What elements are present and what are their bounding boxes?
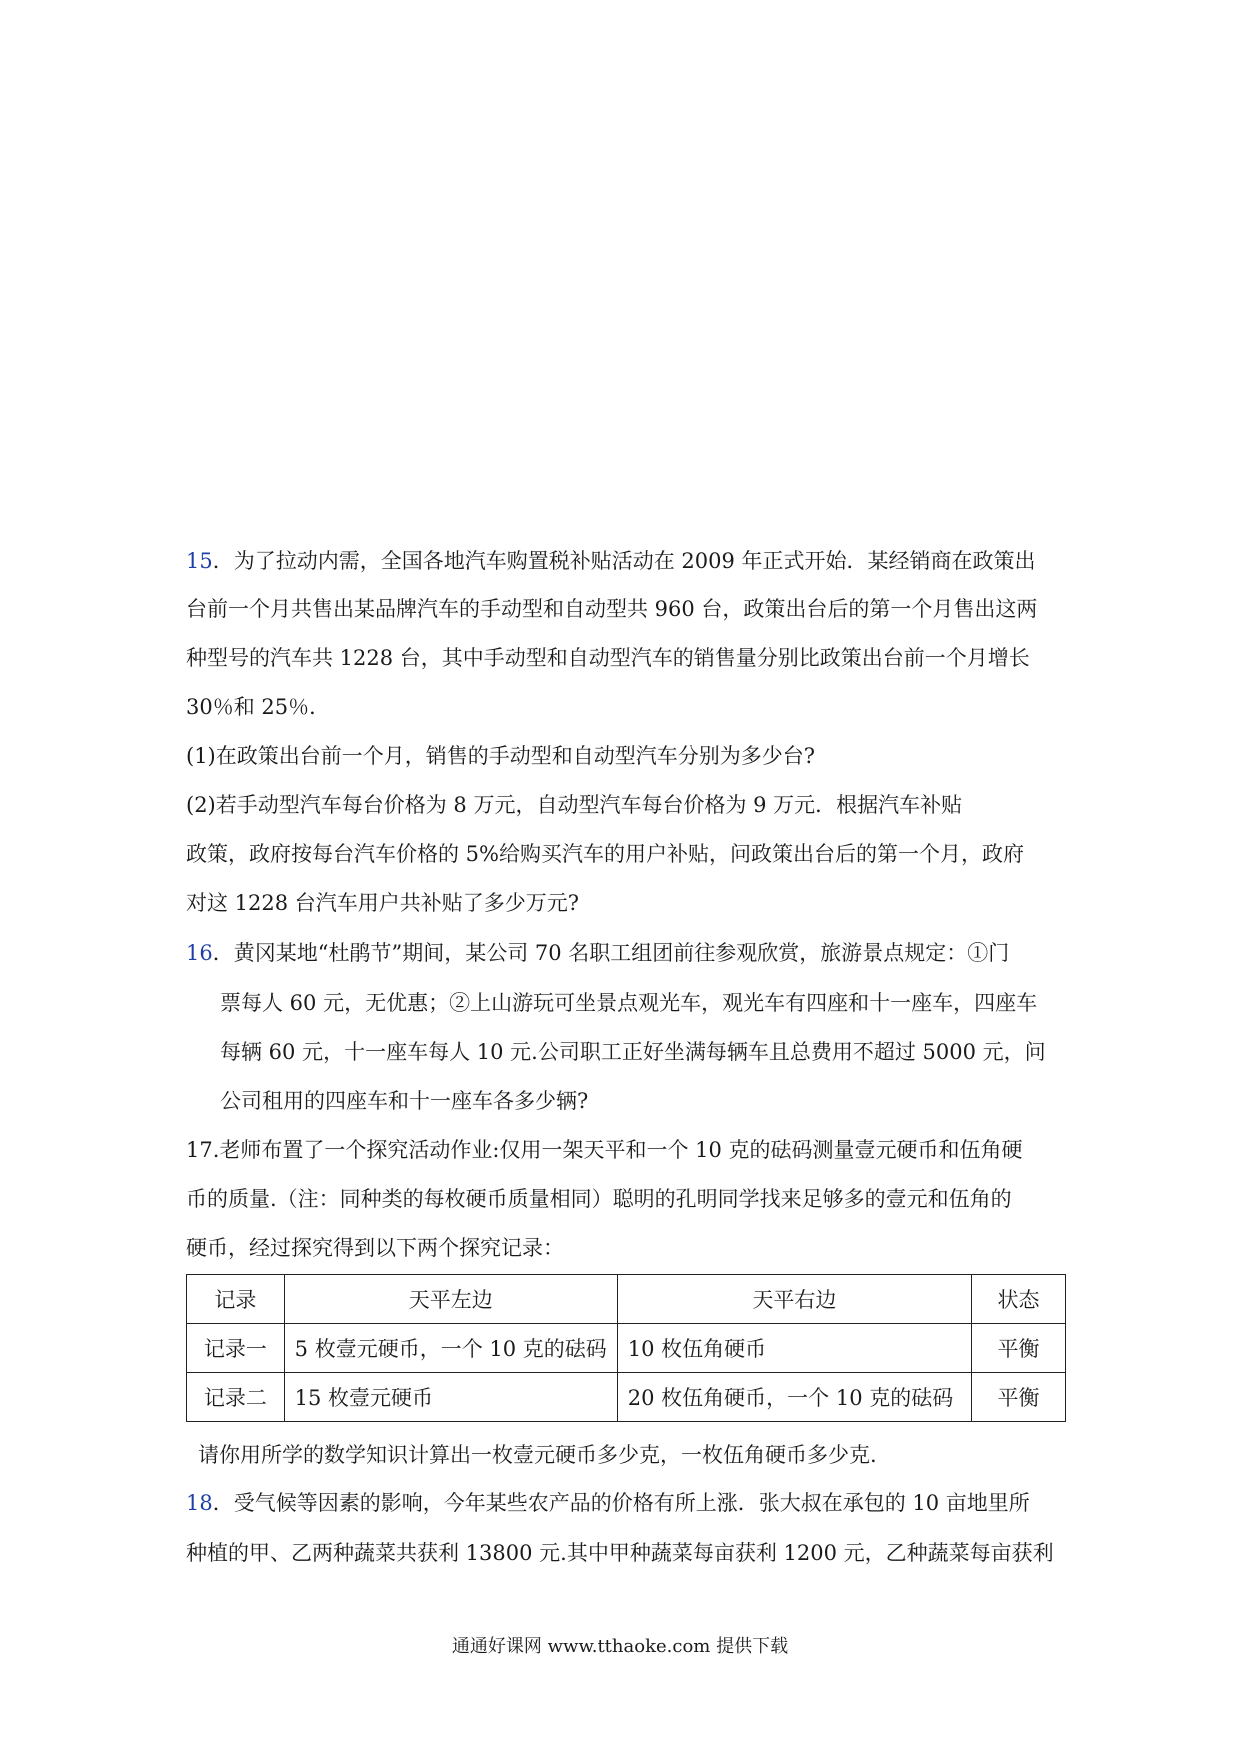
q15-part-1: (1)在政策出台前一个月，销售的手动型和自动型汽车分别为多少台? — [186, 744, 816, 768]
q15-line-3: 种型号的汽车共 1228 台，其中手动型和自动型汽车的销售量分别比政策出台前一个月增长 — [186, 646, 1030, 670]
q16-line-2: 票每人 60 元，无优惠；②上山游玩可坐景点观光车，观光车有四座和十一座车，四座车 — [220, 991, 1038, 1015]
q15-line-8: 对这 1228 台汽车用户共补贴了多少万元? — [186, 891, 580, 915]
q16-number: 16 — [186, 941, 213, 965]
table-cell: 5 枚壹元硬币，一个 10 克的砝码 — [284, 1324, 617, 1373]
q15-line-1: 15．为了拉动内需，全国各地汽车购置税补贴活动在 2009 年正式开始．某经销商在政策出 — [186, 549, 1036, 573]
table-header-cell: 天平右边 — [617, 1275, 971, 1324]
table-cell: 20 枚伍角硬币，一个 10 克的砝码 — [617, 1373, 971, 1422]
q15-part-2: (2)若手动型汽车每台价格为 8 万元，自动型汽车每台价格为 9 万元．根据汽车补贴 — [186, 793, 963, 817]
q17-line-1: 17.老师布置了一个探究活动作业:仅用一架天平和一个 10 克的砝码测量壹元硬币和伍角硬 — [186, 1138, 1023, 1162]
balance-record-table — [186, 1274, 1066, 1422]
table-cell: 10 枚伍角硬币 — [617, 1324, 971, 1373]
table-row — [187, 1324, 1066, 1373]
q16-line-3: 每辆 60 元，十一座车每人 10 元.公司职工正好坐满每辆车且总费用不超过 5000 元，问 — [220, 1040, 1046, 1064]
q15-line-2: 台前一个月共售出某品牌汽车的手动型和自动型共 960 台，政策出台后的第一个月售出这两 — [186, 597, 1038, 621]
table-header-cell: 记录 — [187, 1275, 285, 1324]
table-cell: 记录二 — [187, 1373, 285, 1422]
q17-line-2: 币的质量.（注：同种类的每枚硬币质量相同）聪明的孔明同学找来足够多的壹元和伍角的 — [186, 1187, 1012, 1211]
q16-line-1: 16．黄冈某地“杜鹃节”期间，某公司 70 名职工组团前往参观欣赏，旅游景点规定：①门 — [186, 941, 1010, 965]
table-cell: 15 枚壹元硬币 — [284, 1373, 617, 1422]
q16-line-4: 公司租用的四座车和十一座车各多少辆? — [220, 1089, 589, 1113]
page-footer: 通通好课网 www.tthaoke.com 提供下载 — [451, 1636, 789, 1657]
table-cell: 记录一 — [187, 1324, 285, 1373]
q15-line-4: 30％和 25％． — [186, 695, 331, 719]
table-header-row — [187, 1275, 1066, 1324]
q18-line-1: 18．受气候等因素的影响，今年某些农产品的价格有所上涨．张大叔在承包的 10 亩地里所 — [186, 1491, 1030, 1515]
q17-question: 请你用所学的数学知识计算出一枚壹元硬币多少克，一枚伍角硬币多少克. — [198, 1443, 877, 1467]
q17-line-3: 硬币，经过探究得到以下两个探究记录： — [186, 1236, 564, 1260]
q18-number: 18 — [186, 1491, 213, 1515]
table-header-cell: 天平左边 — [284, 1275, 617, 1324]
table-cell: 平衡 — [972, 1324, 1066, 1373]
q18-line-2: 种植的甲、乙两种蔬菜共获利 13800 元.其中甲种蔬菜每亩获利 1200 元，乙种蔬菜每亩获利 — [186, 1541, 1054, 1565]
q15-line-7: 政策，政府按每台汽车价格的 5%给购买汽车的用户补贴，问政策出台后的第一个月，政府 — [186, 842, 1024, 866]
table-cell: 平衡 — [972, 1373, 1066, 1422]
table-header-cell: 状态 — [972, 1275, 1066, 1324]
q15-number: 15 — [186, 549, 213, 573]
table-row — [187, 1373, 1066, 1422]
